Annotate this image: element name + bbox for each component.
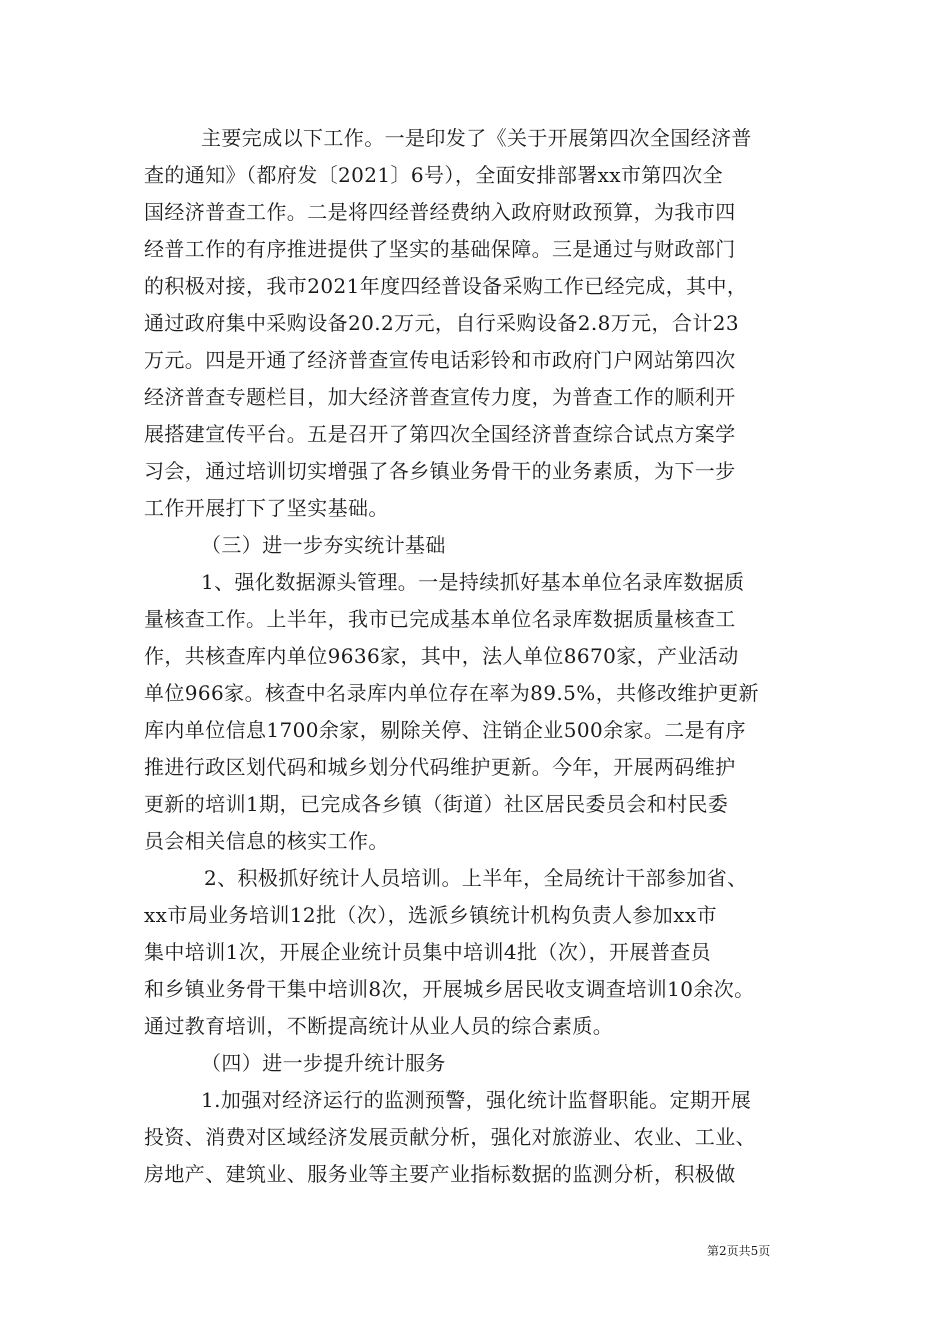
text-line: 1、强化数据源头管理。一是持续抓好基本单位名录库数据质: [201, 570, 745, 594]
text-line: 主要完成以下工作。一是印发了《关于开展第四次全国经济普: [201, 126, 752, 150]
text-line: 经普工作的有序推进提供了坚实的基础保障。三是通过与财政部门: [144, 237, 736, 261]
text-line: 通过政府集中采购设备20.2万元，自行采购设备2.8万元，合计23: [144, 311, 739, 335]
section-heading: （三）进一步夯实统计基础: [201, 533, 446, 557]
text-line: xx市局业务培训12批（次），选派乡镇统计机构负责人参加xx市: [144, 903, 717, 927]
text-line: 员会相关信息的核实工作。: [144, 829, 389, 853]
text-line: 作，共核查库内单位9636家，其中，法人单位8670家，产业活动: [144, 644, 739, 668]
text-line: 通过教育培训，不断提高统计从业人员的综合素质。: [144, 1014, 614, 1038]
text-line: 经济普查专题栏目，加大经济普查宣传力度，为普查工作的顺利开: [144, 385, 736, 409]
text-line: 推进行政区划代码和城乡划分代码维护更新。今年，开展两码维护: [144, 755, 736, 779]
text-line: 习会，通过培训切实增强了各乡镇业务骨干的业务素质，为下一步: [144, 459, 736, 483]
page-number: 第2页共5页: [707, 1244, 771, 1258]
text-line: 投资、消费对区域经济发展贡献分析，强化对旅游业、农业、工业、: [144, 1125, 756, 1149]
text-line: 2、积极抓好统计人员培训。上半年，全局统计干部参加省、: [204, 866, 748, 890]
text-line: 集中培训1次，开展企业统计员集中培训4批（次），开展普查员: [144, 940, 712, 964]
text-line: 单位966家。核查中名录库内单位存在率为89.5%，共修改维护更新: [144, 681, 759, 705]
text-line: 国经济普查工作。二是将四经普经费纳入政府财政预算，为我市四: [144, 200, 736, 224]
text-line: 房地产、建筑业、服务业等主要产业指标数据的监测分析，积极做: [144, 1162, 736, 1186]
section-heading: （四）进一步提升统计服务: [201, 1051, 446, 1075]
text-line: 量核查工作。上半年，我市已完成基本单位名录库数据质量核查工: [144, 607, 736, 631]
text-line: 更新的培训1期，已完成各乡镇（街道）社区居民委员会和村民委: [144, 792, 729, 816]
text-line: 工作开展打下了坚实基础。: [144, 496, 389, 520]
text-line: 库内单位信息1700余家，剔除关停、注销企业500余家。二是有序: [144, 718, 746, 742]
text-line: 和乡镇业务骨干集中培训8次，开展城乡居民收支调查培训10余次。: [144, 977, 755, 1001]
text-line: 展搭建宣传平台。五是召开了第四次全国经济普查综合试点方案学: [144, 422, 736, 446]
text-line: 查的通知》（都府发〔2021〕6号），全面安排部署xx市第四次全: [144, 163, 723, 187]
text-line: 1.加强对经济运行的监测预警，强化统计监督职能。定期开展: [201, 1088, 752, 1112]
text-line: 万元。四是开通了经济普查宣传电话彩铃和市政府门户网站第四次: [144, 348, 736, 372]
text-line: 的积极对接，我市2021年度四经普设备采购工作已经完成，其中，: [144, 274, 748, 298]
